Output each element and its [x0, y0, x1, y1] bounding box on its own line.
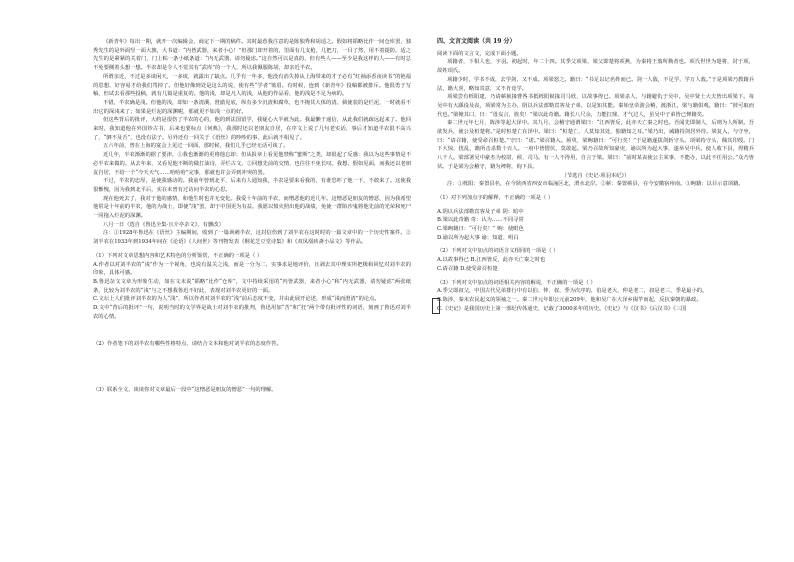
source-citation: （节选自《史记·项羽本纪》）: [561, 172, 630, 179]
classical-question-1-option-d: D.谕以所为起大事 谕：知道、明白: [437, 234, 519, 241]
classical-question-1-option-c: C.梁眴籍曰：“可行矣！” 眴：使眼色: [437, 226, 524, 233]
classical-paragraph-4: 秦二世元年七月，陈涉等起大泽中。其九月，会稽守通谓梁曰：“江西皆反，此亦天亡秦之时也。吾闻先即制人，后则为人所制。吾欲发兵，使公及桓楚将。”是时桓楚亡在泽中。梁曰：“桓楚亡，人莫知其处，独籍知之耳。”梁乃出，诫籍持剑居外待。梁复入，与守坐，曰：“请召籍，使受命召桓楚。”守曰：“诺。”梁召籍入。须臾，梁眴籍曰：“可行矣！”于是籍遂拔剑斩守头。项梁持守头，佩其印绶。门下大惊，扰乱，籍所击杀数十百人。一府中皆慴伏，莫敢起。梁乃召故所知豪吏，谕以所为起大事，遂举吴中兵。使人收下县，得精兵八千人。梁部署吴中豪杰为校尉、候、司马。有一人不得用，自言于梁。梁曰：“前时某丧使公主某事，不能办，以此不任用公。”众乃皆伏。于是梁为会稽守，籍为裨将，徇下县。: [437, 120, 754, 170]
question-1-option-c: C.文坛上人们批评刘半农的为人“浅”，所以作者对刘半农的“浅”前后态度不变，并由此展开论述，形成“浅而澄清”的论点。: [93, 296, 380, 303]
classical-question-3-stem: （3）下列对文中加点的词语相关内容的解说，不正确的一项是（ ）: [437, 279, 596, 286]
answer-box[interactable]: [432, 298, 440, 314]
question-1-stem: （1）下列对文章思想内容和艺术特色的分析鉴赏，不正确的一项是（ ）: [93, 252, 263, 259]
section-title: 四、文言文阅读（共 19 分）: [437, 38, 516, 45]
question-1-option-d: D.文中“背后的批评”一句，说明当时的文学界是战士对刘半农的批判，鲁迅用加“苦”和“狂”两个带有批评性的词语，刻画了鲁迅对刘半农的心情。: [93, 305, 411, 320]
footnote: 注：①1928年鲁迅在《语丝》主编期间，收到了一篇讽刺半农，这封信伤到了刘半农在这时时的一篇文章中的一个历史性案件。②刘半农在1933年到1934年间在《论语》《人间世》等刊物发表《桐花芝豆堂诗集》和《双凤凰砖斋小品文》等作品。: [93, 230, 411, 246]
classical-footnote: 注：①栎阳：秦置县名，在今陕西省西安市临潼区北，渭水北岸。②蕲：秦置蕲县，在今安徽宿州南。③眴籍：以目示意项籍。: [447, 181, 744, 188]
classical-question-2-options-cd: C.请召籍 D.使受命召桓楚: [437, 265, 498, 272]
signature-line: 八月一日（选自《鲁迅全集·且介亭杂文》，有删改）: [103, 221, 224, 228]
left-paragraph-7: 不过，半农的忠厚，是使我感动的。我前年曾到北平，后来有人通知我，半农是要来看我的，有谁恐吓了他一下，不敢来了。这使我很惭愧，因为我到北平后，实在未曾有过访问半农的心思。: [93, 178, 411, 193]
classical-question-1-stem: （1）对下列加点字的解释，不正确的一项是（ ）: [437, 194, 554, 201]
classical-question-2-options-ab: A.以故事得已 B.江西皆反，此亦天亡秦之时也: [437, 257, 546, 264]
classical-question-3-option-c: C.《史记》是我国历史上第一部纪传体通史，记载了3000多年的历史。《史记》与《汉书》《后汉书》《三国: [437, 305, 687, 312]
left-paragraph-3: 不错，半农确是浅。但他的浅，却如一条清溪，澄澈见底，纵有多少沉渣和腐草，也不掩其大体的清。倘使装的是烂泥，一时就看不出它的深浅来了；如果是烂泥的深渊呢，那就更不如浅一点的好。: [93, 99, 411, 115]
left-paragraph-2: 所谓亲近，不过是多谈闲天，一多谈，就露出了缺点。几乎有一年多，他没有消失掉从上海带来的才子必有“红袖添香夜读书”的艳福的思想，好容易才给我们骂掉了。但他好像到处是这么的说，使有些“学者”皱眉。有时候，连到《新青年》投稿都被排斥。他很勇于写稿，但试去看那些投稿，就有几篇是重复的。他的浅，却是凡人的浅，从他的作品看，他的浅是不足为病的。: [93, 73, 411, 98]
classical-paragraph-1: 项籍者，下相人也，字羽。初起时，年二十四。其季父项梁，梁父即楚将项燕，为秦将王翦所戮者也。项氏世世为楚将，封于项，故姓项氏。: [437, 59, 754, 75]
classical-paragraph-3: 项梁尝有栎阳逮，乃请蕲狱掾曹咎书抵栎阳狱掾司马欣，以故事得已。项梁杀人，与籍避仇于吴中。吴中贤士大夫皆出项梁下。每吴中有大繇役及丧，项梁常为主办，阴以兵法部勒宾客及子弟，以是知其能。秦始皇帝游会稽，渡浙江，梁与籍俱观。籍曰：“彼可取而代也。”梁掩其口，曰：“毋妄言，族矣！”梁以此奇籍。籍长八尺余，力能扛鼎，才气过人，虽吴中子弟皆已惮籍矣。: [437, 94, 754, 118]
classical-question-1-option-b: B.梁以此奇籍 奇：认为……不同寻常: [437, 217, 524, 224]
question-1-option-a: A.作者以对刘半农的“浅”作为一个视角，也说有温关之浅，而是一分为二，实事求是地评价，且剥去其中理实所把极和回忆对刘半农的印象，具体可感。: [93, 261, 411, 277]
classical-paragraph-2: 项籍少时，学书不成，去学剑，又不成。项梁怒之。籍曰：“书足以记名姓而已。剑一人敌，不足学，学万人敌。”于是项梁乃教籍兵法，籍大喜，略知其意，又不肯竟学。: [437, 76, 754, 92]
left-paragraph-6: 近几年，半农渐渐的据了要津，①我也渐渐的更将他忘却；但从报章上看见他禁称“蜜斯”之类，却很起了反感：我以为这些事情是不必半农来做的。从去年来，又看见他不断的做打油诗，弄烂古文，②回想先前的交情，也往往不免长叹。我想，假如见面，而我还以老朋友自居，不给一个“今天天气……哈哈哈”完事，那就也许会弄到冲突的罢。: [93, 152, 411, 176]
left-paragraph-1: 《新青年》每出一期，就开一次编辑会，商定下一期的稿件。其时最惹我注意的是陈独秀和胡适之。假如将韬略比作一间仓库罢，独秀先生的是外面竖一面大旗，大书道：“内皆武器，来者小心！”但那门却开着的，里面有几支枪，几把刀，一目了然，用不着提防。适之先生的是紧紧的关着门，门上粘一条小纸条道：“内无武器，请勿疑虑。”这自然可以是真的，但有些人——至少是我这样的人——有时总不免要侧着头想一想。半农却是令人不觉其有“武库”的一个人，所以我佩服陈胡，却亲近半农。: [93, 39, 411, 72]
left-paragraph-8: 现在他死去了，我对于他的感情，和他生时也并无变化。我爱十年前的半农，而憎恶他的近几年。这憎恶是朋友的憎恶，因为我希望他常是十年前的半农，他的为战士，即使“浅”罢，却于中国更为有益。我愿以愤火照出他的战绩，免使一群陷沙鬼将他先前的光荣和死尸一同拖入烂泥的深渊。: [93, 195, 411, 220]
question-3: （3）联系全文，谈谈你对文章最后一段中“这憎恶是朋友的憎恶”一句的理解。: [93, 387, 277, 394]
classical-question-3-option-b: B.陈涉，秦末农民起义的领袖之一。秦二世元年即公元前209年，他和吴广在大泽乡揭竿而起，反抗秦朝的暴政。: [437, 296, 702, 303]
classical-question-2-stem: （2）下列对文中加点的词语含义相同的一项是（ ）: [437, 248, 559, 255]
left-paragraph-4: 但这些背后的批评，大约是很伤了半农的心的，他的到法国留学，我疑心大半就为此。我最懒于通信，从此我们就疏远起来了。他回来时，我知道他在外国钞古书，后来也要标点《何典》，我那时还以老朋友自居，在序文上说了几句老实话，事后才知道半农很不高兴了，“驷不及舌”，也没有法子。另外还有一回关于《语丝》的吵吵的事，此后就不相见了。: [93, 117, 411, 141]
reading-intro: 阅读下面的文言文，完成下面小题。: [437, 50, 522, 57]
left-column: [93, 38, 411, 395]
right-column: [437, 38, 754, 313]
question-1-option-b: B.鲁迅杂文文章为形象生动，如在文末说“韬略”比作“仓库”，文中持续采用的“内皆武器，来者小心”和“内无武器，请勿疑虑”两张纸条，比较为刘半农的“浅”与之不想我鲁迅不好此，表现对刘半农更好的一面。: [93, 278, 411, 294]
question-2: （2）作者笔下的刘半农有哪些性格特点，请结合文本和他对刘半农的态度作答。: [93, 340, 282, 347]
left-paragraph-5: 五六年前，曾在上海的宴会上见过一回面，那时候，我们几乎已经无话可谈了。: [103, 143, 289, 150]
classical-question-3-option-a: A.季父即叔父，中国古代兄弟排行中有以伯、仲、叔、季为次序的，伯是老大，仲是老二，叔是老三，季是最小的。: [437, 288, 708, 295]
classical-question-1-option-a: A.阴以兵法部勒宾客及子弟 阴：暗中: [437, 208, 524, 215]
